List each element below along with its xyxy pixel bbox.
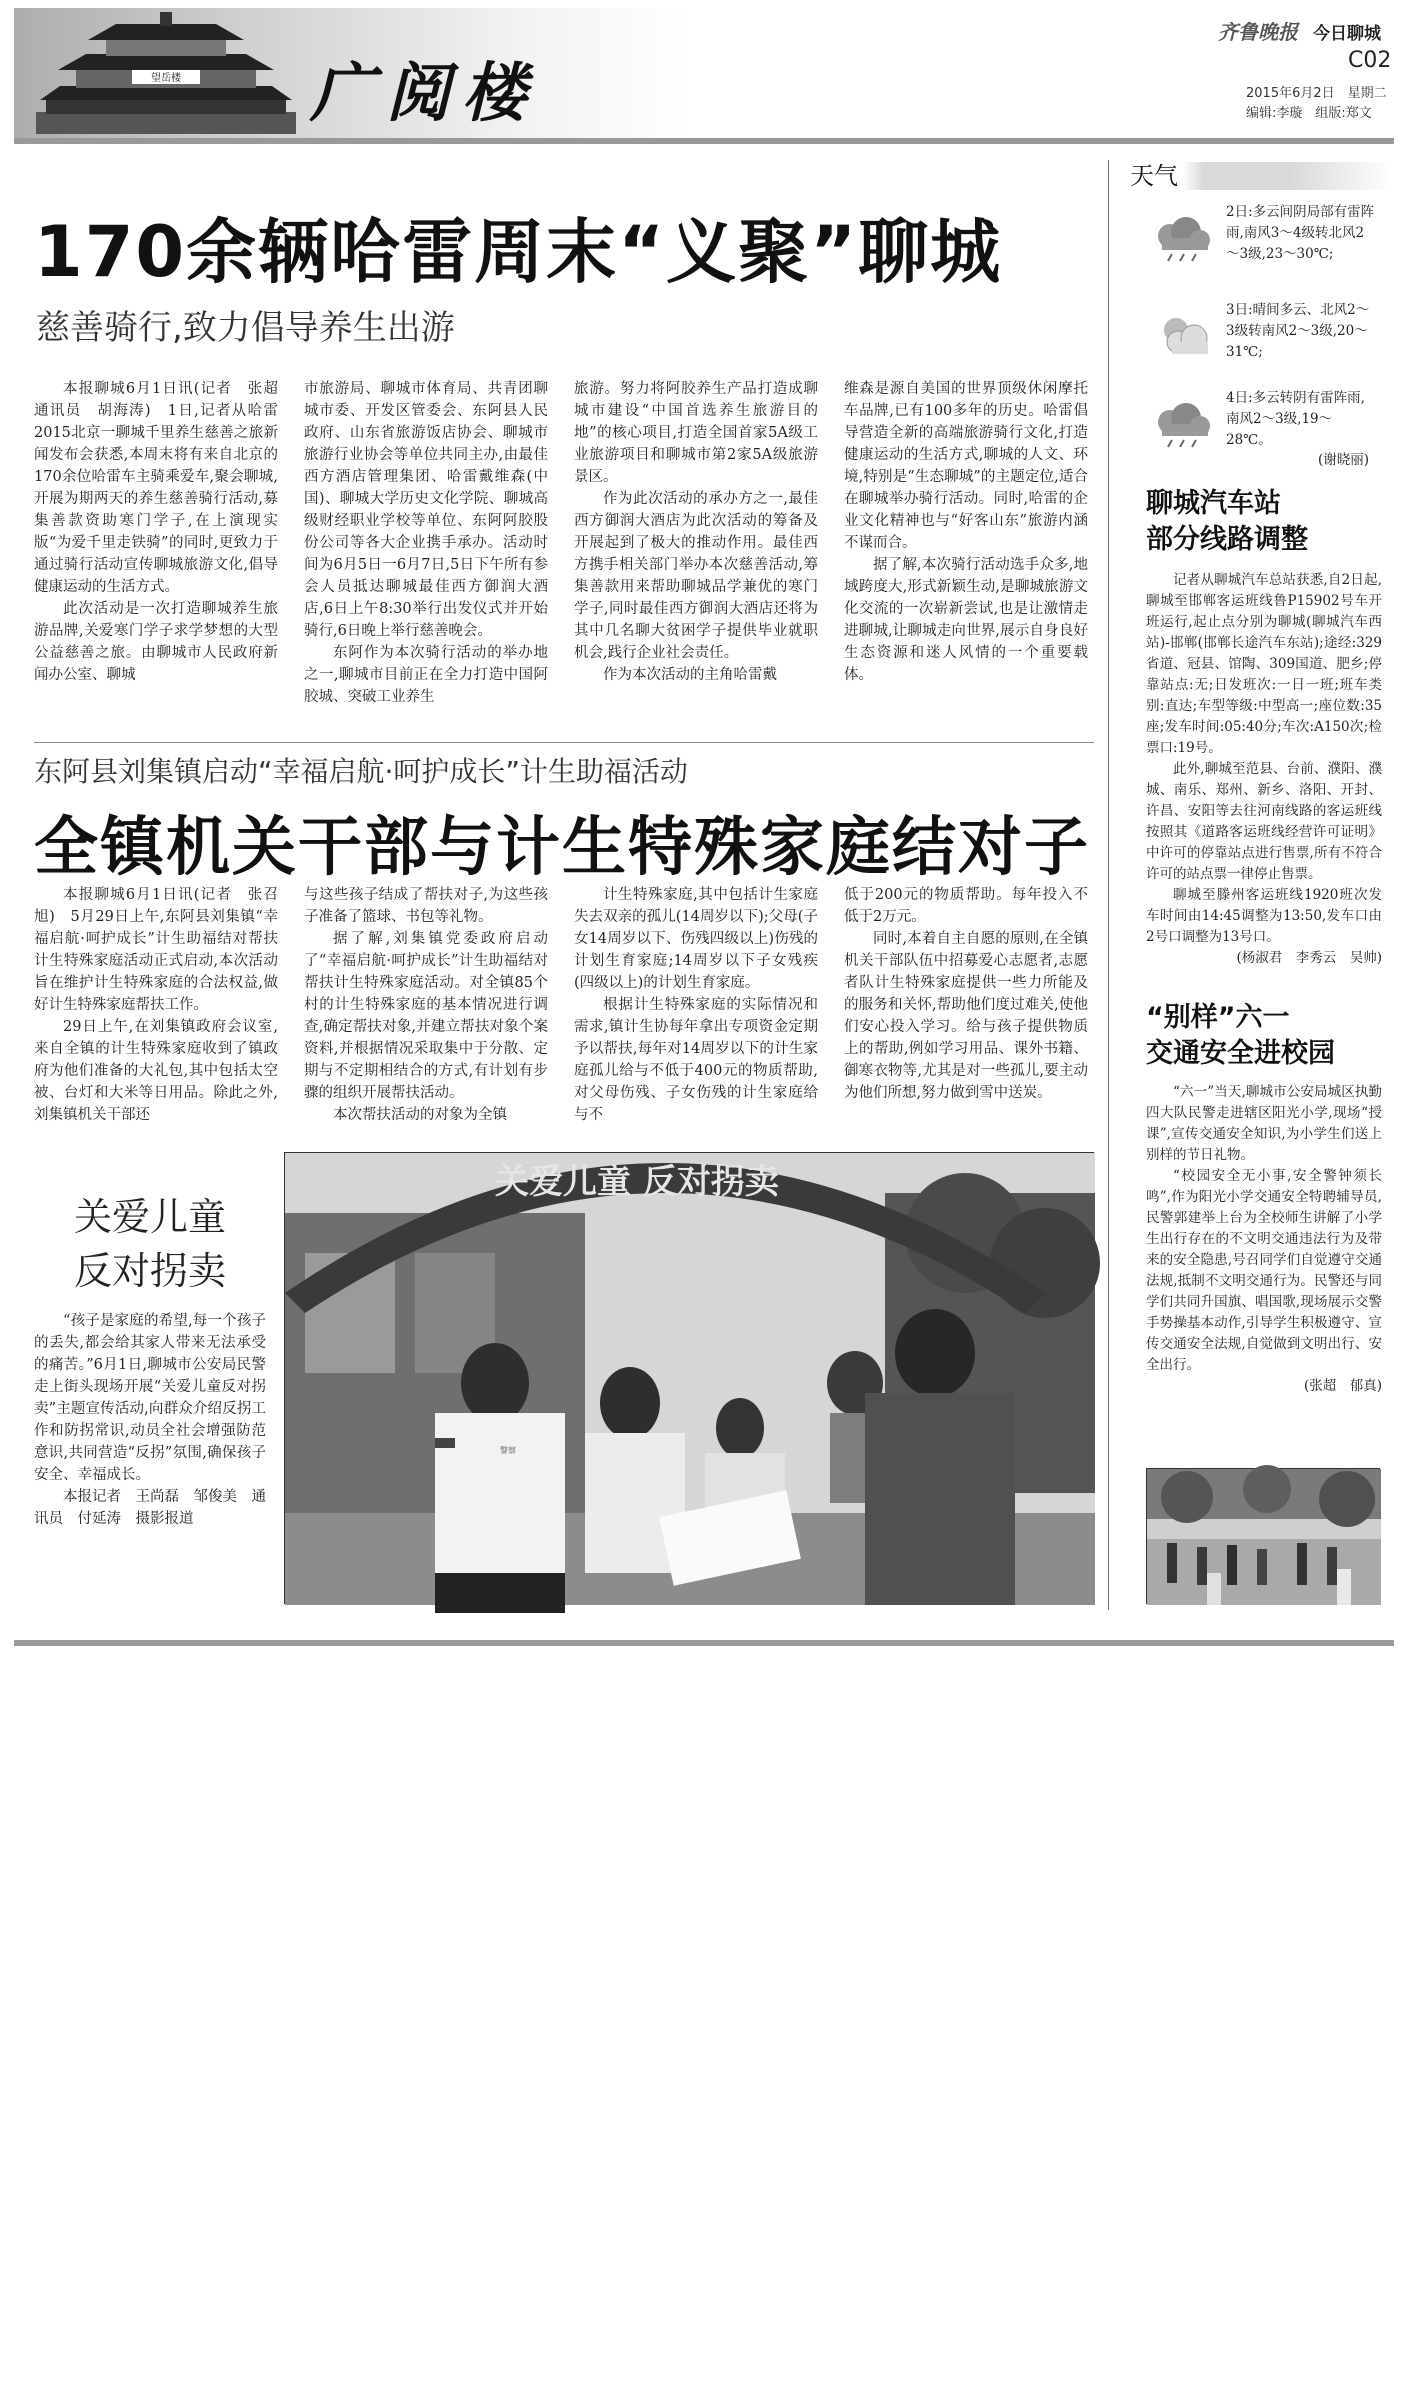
- paragraph: 记者从聊城汽车总站获悉,自2日起,聊城至邯郸客运班线鲁P15902号车开班运行,起止点分别为聊城(聊城汽车西站)-邯郸(邯郸长途汽车东站);途经:329省道、冠县、馆陶、309国道、肥乡;停靠站点:无;日发班次:一日一班;班车类别:直达;车型等级:中型高一;座位数:35座;发车时间:05:40分;车次:A150次;检票口:19号。: [1146, 572, 1382, 756]
- credit: (杨淑君 李秀云 吴帅): [1236, 950, 1382, 966]
- article1-column-2: [304, 378, 548, 744]
- issue-date: 2015年6月2日 星期二: [1246, 86, 1387, 101]
- masthead: [0, 0, 1409, 150]
- badge-text: 警察: [500, 1446, 516, 1455]
- paragraph: 东阿作为本次骑行活动的举办地之一,聊城市目前正在全力打造中国阿胶城、突破工业养生: [304, 645, 548, 705]
- section-title: 广阅楼: [310, 56, 538, 131]
- divider: [34, 742, 1094, 743]
- paragraph: “孩子是家庭的希望,每一个孩子的丢失,都会给其家人带来无法承受的痛苦。”6月1日,聊城市公安局民警走上街头现场开展“关爱儿童反对拐卖”主题宣传活动,向群众介绍反拐工作和防拐常识,动员全社会增强防范意识,共同营造“反拐”氛围,确保孩子安全、幸福成长。: [34, 1313, 266, 1483]
- paragraph: 市旅游局、聊城市体育局、共青团聊城市委、开发区管委会、东阿县人民政府、山东省旅游饭店协会、聊城市旅游行业协会等单位共同主办,由最佳西方酒店管理集团、哈雷戴维森(中国)、聊城大学历史文化学院、聊城高级财经职业学校等单位、东阿阿胶股份公司等各大企业携手承办。活动时间为6月5日一6月7日,5日下午所有参会人员抵达聊城最佳西方御润大酒店,6日上午8:30举行出发仪式并开始骑行,6日晚上举行慈善晚会。: [304, 381, 548, 639]
- headline-line: “别样”六一: [1146, 1002, 1290, 1033]
- article3-headline: [60, 1190, 240, 1298]
- paragraph: 本次帮扶活动的对象为全镇: [333, 1107, 507, 1123]
- paper-name: [1218, 16, 1381, 45]
- paragraph: 同时,本着自主自愿的原则,在全镇机关干部队伍中招募爱心志愿者,志愿者队计生特殊家庭提供一些力所能及的服务和关怀,帮助他们度过难关,使他们安心投入学习。给与孩子提供物质上的帮助,例如学习用品、课外书籍、御寒衣物等,尤其是对一些孤儿,要主动为他们所想,努力做到雪中送炭。: [844, 931, 1088, 1101]
- paragraph: 据了解,本次骑行活动选手众多,地域跨度大,形式新颖生动,是聊城旅游文化交流的一次崭新尝试,也是让激情走进聊城,让聊城走向世界,展示自身良好生态资源和迷人风情的一个重要载体。: [844, 557, 1088, 683]
- weather-text: 3日:晴间多云、北风2～3级转南风2～3级,20～31℃;: [1226, 302, 1370, 360]
- paragraph: 此外,聊城至范县、台前、濮阳、濮城、南乐、郑州、新乡、洛阳、开封、许昌、安阳等去往河南线路的客运班线按照其《道路客运班线经营许可证明》中许可的停靠站点进行售票,所有不符合许可的站点票一律停止售票。: [1146, 761, 1382, 882]
- paragraph: “六一”当天,聊城市公安局城区执勤四大队民警走进辖区阳光小学,现场“授课”,宣传交通安全知识,为小学生们送上别样的节日礼物。: [1146, 1084, 1382, 1163]
- article4-headline: [1146, 486, 1308, 558]
- photo-scene: [285, 1153, 1095, 1605]
- paragraph: 作为本次活动的主角哈雷戴: [603, 667, 777, 683]
- paper-title: 齐鲁晚报: [1218, 20, 1298, 44]
- article2-column-1: [34, 884, 278, 1148]
- headline-line: 交通安全进校园: [1146, 1038, 1335, 1069]
- headline-line: 聊城汽车站: [1146, 488, 1281, 519]
- article2-column-2: [304, 884, 548, 1148]
- banner-text: 关爱儿童 反对拐卖: [495, 1162, 779, 1202]
- cloud-rain-icon: [1148, 212, 1218, 262]
- article5-body: [1146, 1082, 1382, 1460]
- weather-text: 4日:多云转阴有雷阵雨,南风2～3级,19～28℃。: [1226, 390, 1365, 448]
- article2-column-3: [574, 884, 818, 1148]
- page-bottom-rule: [14, 1640, 1394, 1646]
- weather-header: [1130, 162, 1394, 190]
- weather-credit: (谢晓丽): [1318, 452, 1370, 468]
- paragraph: 低于200元的物质帮助。每年投入不低于2万元。: [844, 887, 1088, 925]
- edition-name: 今日聊城: [1312, 24, 1381, 44]
- column-rule: [1108, 160, 1109, 1610]
- cloud-rain-icon: [1148, 398, 1218, 448]
- article1-column-3: [574, 378, 818, 744]
- police-children-photo: [284, 1152, 1094, 1604]
- weather-day: [1148, 202, 1388, 286]
- school-scene: [1147, 1469, 1381, 1605]
- paragraph: 本报聊城6月1日讯(记者 张召旭) 5月29日上午,东阿县刘集镇“幸福启航·呵护成长”计生助福结对帮扶计生特殊家庭活动正式启动,本次活动旨在维护计生特殊家庭的合法权益,做好计生特殊家庭帮扶工作。: [34, 887, 278, 1013]
- article4-body: [1146, 570, 1382, 990]
- article1-headline: 170余辆哈雷周末“义聚”聊城: [34, 211, 1003, 293]
- tower-building-icon: [36, 8, 296, 136]
- headline-line: 反对拐卖: [73, 1249, 226, 1293]
- school-photo: [1146, 1468, 1380, 1604]
- weather-text: 2日:多云间阴局部有雷阵雨,南风3～4级转北风2～3级,23～30℃;: [1226, 204, 1375, 262]
- article5-headline: [1146, 1000, 1335, 1072]
- sun-cloud-icon: [1148, 310, 1218, 360]
- headline-line: 部分线路调整: [1146, 524, 1308, 555]
- article2-kicker: 东阿县刘集镇启动“幸福启航·呵护成长”计生助福活动: [34, 755, 688, 788]
- paragraph: 本报聊城6月1日讯(记者 张超 通讯员 胡海涛) 1日,记者从哈雷2015北京一聊城千里养生慈善之旅新闻发布会获悉,本周末将有来自北京的170余位哈雷车主骑乘爱车,聚会聊城,开展为期两天的养生慈善骑行活动,募集善款资助寒门学子,在上演现实版“为爱千里走铁骑”的同时,更致力于通过骑行活动宣传聊城旅游文化,倡导健康运动的生活方式。: [34, 381, 293, 595]
- weather-label: 天气: [1130, 162, 1178, 190]
- paragraph: 据了解,刘集镇党委政府启动了“幸福启航·呵护成长”计生助福结对帮扶计生特殊家庭活动。对全镇85个村的计生特殊家庭的基本情况进行调查,确定帮扶对象,并建立帮扶对象个案资料,并根据情况采取集中于分散、定期与不定期相结合的方式,有计划有步骤的组织开展帮扶活动。: [304, 931, 548, 1101]
- paragraph: 计生特殊家庭,其中包括计生家庭失去双亲的孤儿(14周岁以下);父母(子女14周岁以下、伤残四级以上)伤残的计划生育家庭;14周岁以下子女残疾(四级以上)的计划生育家庭。: [574, 887, 818, 991]
- paragraph: “校园安全无小事,安全警钟须长鸣”,作为阳光小学交通安全特聘辅导员,民警郭建举上台为全校师生讲解了小学生出行存在的不文明交通违法行为及带来的安全隐患,号召同学们自觉遵守交通法规,抵制不文明交通行为。民警还与同学们共同升国旗、唱国歌,现场展示交警手势操基本动作,引导学生积极遵守、宣传交通安全法规,自觉做到文明出行、安全出行。: [1146, 1168, 1382, 1373]
- article1-column-1: [34, 378, 293, 744]
- article1-column-4: [844, 378, 1088, 744]
- masthead-rule: [14, 138, 1394, 144]
- credit: (张超 郁真): [1303, 1378, 1382, 1394]
- weather-day: [1148, 300, 1388, 384]
- article3-body: [34, 1310, 266, 1600]
- paragraph: 与这些孩子结成了帮扶对子,为这些孩子准备了篮球、书包等礼物。: [304, 887, 548, 925]
- article1-subheadline: 慈善骑行,致力倡导养生出游: [36, 308, 455, 348]
- building-sign: 望岳楼: [151, 73, 181, 84]
- paragraph: 维森是源自美国的世界顶级休闲摩托车品牌,已有100多年的历史。哈雷倡导营造全新的高端旅游骑行文化,打造健康运动的生活方式,聊城的人文、环境,特别是“生态聊城”的主题定位,适合在聊城举办骑行活动。同时,哈雷的企业文化精神也与“好客山东”旅游内涵不谋而合。: [844, 381, 1088, 551]
- paragraph: 根据计生特殊家庭的实际情况和需求,镇计生协每年拿出专项资金定期予以帮扶,每年对14周岁以下的计生家庭孤儿给与不低于400元的物质帮助,对父母伤残、子女伤残的计生家庭给与不: [574, 997, 818, 1123]
- paragraph: 作为此次活动的承办方之一,最佳西方御润大酒店为此次活动的筹备及开展起到了极大的推动作用。最佳西方携手相关部门举办本次慈善活动,筹集善款用来帮助聊城品学兼优的寒门学子,同时最佳西方御润大酒店还将为其中几名聊大贫困学子提供毕业就职机会,践行企业社会责任。: [574, 491, 818, 661]
- paragraph: 29日上午,在刘集镇政府会议室,来自全镇的计生特殊家庭收到了镇政府为他们准备的大礼包,其中包括太空被、台灯和大米等日用品。除此之外,刘集镇机关干部还: [34, 1019, 278, 1123]
- article2-column-4: [844, 884, 1088, 1148]
- headline-line: 关爱儿童: [73, 1195, 226, 1239]
- article2-headline: 全镇机关干部与计生特殊家庭结对子: [34, 811, 1090, 885]
- paragraph: 聊城至滕州客运班线1920班次发车时间由14:45调整为13:50,发车口由2号口调整为13号口。: [1146, 887, 1382, 945]
- paragraph: 旅游。努力将阿胶养生产品打造成聊城市建设“中国首选养生旅游目的地”的核心项目,打造全国首家5A级工业旅游项目和聊城市第2家5A级旅游景区。: [574, 381, 818, 485]
- editors-line: 编辑:李璇 组版:郑文: [1246, 106, 1372, 121]
- page-number: C02: [1348, 48, 1392, 73]
- byline: 本报记者 王尚磊 邹俊美 通讯员 付延涛 摄影报道: [34, 1489, 266, 1527]
- paragraph: 此次活动是一次打造聊城养生旅游品牌,关爱寒门学子求学梦想的大型公益慈善之旅。由聊城市人民政府新闻办公室、聊城: [34, 601, 278, 683]
